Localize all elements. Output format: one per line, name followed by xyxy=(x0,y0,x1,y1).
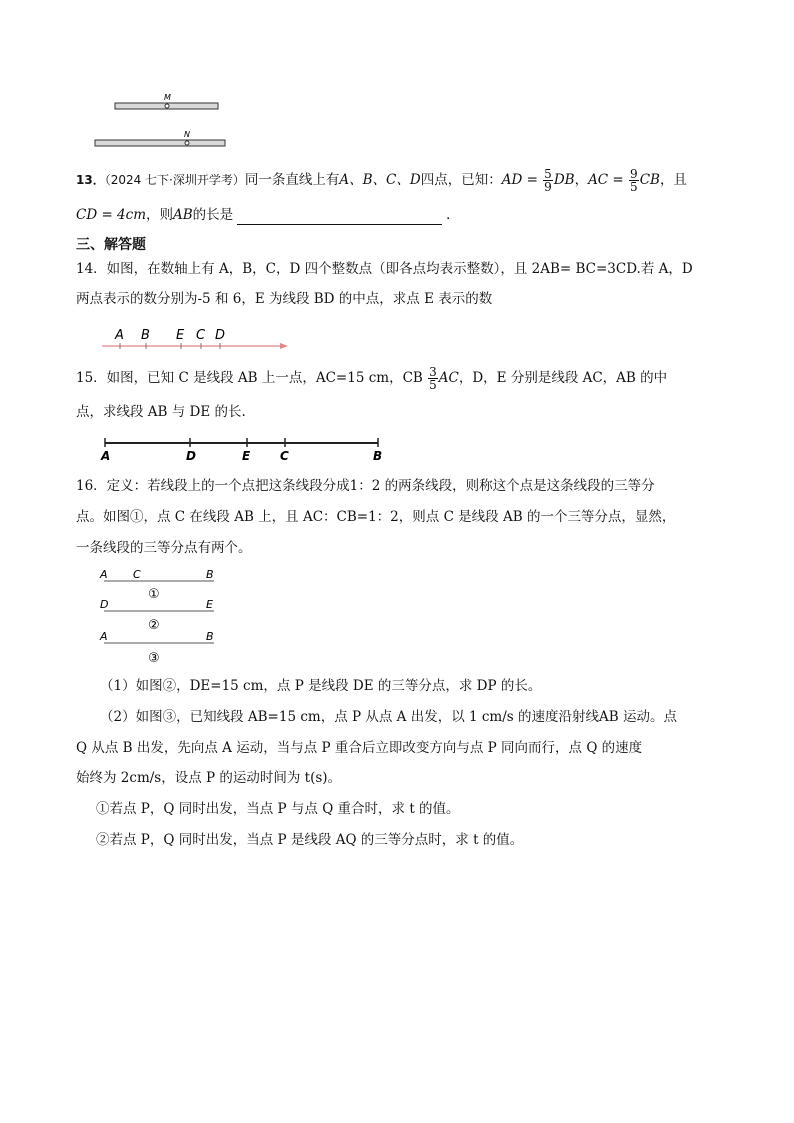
label-e: E xyxy=(242,449,251,463)
fig1-label-b: B xyxy=(206,568,214,581)
q13-text-b: 四点，已知： xyxy=(420,172,502,188)
q13-number: 13． xyxy=(76,173,105,187)
q13-eq2-right: CB xyxy=(639,172,660,188)
q15-text-b: ，D，E 分别是线段 AC，AB 的中 xyxy=(458,370,668,386)
q13-frac1-num: 5 xyxy=(544,167,552,181)
point-n xyxy=(185,141,189,145)
fig1-label-c: C xyxy=(133,568,141,581)
label-c: C xyxy=(280,449,289,463)
q13-fraction-1 xyxy=(543,168,553,193)
question-16-part1: （1）如图②，DE=15 cm，点 P 是线段 DE 的三等分点，求 DP 的长。 xyxy=(100,678,542,694)
question-14-line1: 14．如图，在数轴上有 A，B，C，D 四个整数点（即各点均表示整数），且 2AB= BC=3CD.若 A，D xyxy=(76,261,693,277)
q13-eq2-left: AC = xyxy=(588,172,629,188)
q13-comma: ， xyxy=(574,172,589,188)
label-a: A xyxy=(115,328,124,343)
q13-eq1-left: AD = xyxy=(501,172,543,188)
q13-source: （2024 七下·深圳开学考） xyxy=(104,173,245,187)
question-13-line1 xyxy=(76,168,687,193)
question-15-line1 xyxy=(76,366,667,391)
q13-fraction-2 xyxy=(629,168,639,193)
label-e: E xyxy=(176,328,185,343)
question-16-part2-line2: Q 从点 B 出发，先向点 A 运动，当与点 P 重合后立即改变方向与点 P 同向而行，点 Q 的速度 xyxy=(76,740,643,756)
label-a: A xyxy=(101,449,111,463)
q13-frac2-num: 9 xyxy=(630,167,638,181)
fig3-label-a: A xyxy=(100,630,108,643)
q13-text-a: 同一条直线上有 xyxy=(244,172,340,188)
label-b: B xyxy=(141,328,150,343)
q15-frac-num: 3 xyxy=(429,365,437,379)
q13-mid: ，则 xyxy=(146,207,173,223)
label-n: N xyxy=(184,130,190,139)
q13-text-c: ，且 xyxy=(659,172,687,188)
label-b: B xyxy=(373,449,383,463)
question-16-part2-line1: （2）如图③，已知线段 AB=15 cm，点 P 从点 A 出发，以 1 cm/s 的速度沿射线AB 运动。点 xyxy=(100,709,677,725)
question-16-line3: 一条线段的三等分点有两个。 xyxy=(76,540,252,556)
fig2-label-d: D xyxy=(100,598,109,611)
bars-figure xyxy=(90,88,230,148)
fig2-caption: ② xyxy=(148,618,160,633)
q15-frac-tail: AC xyxy=(438,370,459,386)
fig3-caption: ③ xyxy=(148,651,160,666)
q13-end: 的长是 xyxy=(192,207,234,223)
label-d: D xyxy=(215,328,226,343)
question-13-line2 xyxy=(76,205,460,225)
q13-points: A、B、C、D xyxy=(339,172,421,188)
q13-answer-blank[interactable] xyxy=(237,210,442,225)
question-15-line2: 点，求线段 AB 与 DE 的长. xyxy=(76,404,246,420)
bar-n xyxy=(95,140,225,146)
label-m: M xyxy=(164,93,171,102)
number-line-figure xyxy=(100,322,295,352)
question-16-line2: 点。如图①，点 C 在线段 AB 上，且 AC：CB=1：2，则点 C 是线段 AB 的一个三等分点，显然， xyxy=(76,509,676,525)
question-16-sub1: ①若点 P，Q 同时出发，当点 P 与点 Q 重合时，求 t 的值。 xyxy=(96,801,460,817)
question-14-line2: 两点表示的数分别为-5 和 6，E 为线段 BD 的中点，求点 E 表示的数 xyxy=(76,291,493,307)
q13-frac1-den: 9 xyxy=(544,180,552,194)
fig2-label-e: E xyxy=(206,598,213,611)
question-16-part2-line3: 始终为 2cm/s，设点 P 的运动时间为 t(s)。 xyxy=(76,770,342,786)
label-d: D xyxy=(186,449,196,463)
point-m xyxy=(165,104,169,108)
q13-period: ． xyxy=(446,207,460,223)
q13-ab: AB xyxy=(173,207,193,223)
q13-frac2-den: 5 xyxy=(630,180,638,194)
section-heading: 三、解答题 xyxy=(76,237,146,253)
number-line-arrow xyxy=(280,343,288,349)
question-16-line1: 16．定义：若线段上的一个点把这条线段分成1：2 的两条线段，则称这个点是这条线段的三等分 xyxy=(76,478,655,494)
q15-frac-den: 5 xyxy=(429,378,437,392)
label-c: C xyxy=(196,328,206,343)
segment-ab-figure xyxy=(100,436,390,464)
q13-cd: CD = 4cm xyxy=(76,207,146,223)
q15-fraction xyxy=(428,366,438,391)
q15-text-a: 15．如图，已知 C 是线段 AB 上一点，AC=15 cm，CB xyxy=(76,370,428,386)
q13-eq1-right: DB xyxy=(553,172,575,188)
trisection-figures xyxy=(96,566,226,666)
fig1-caption: ① xyxy=(148,587,160,602)
question-16-sub2: ②若点 P，Q 同时出发，当点 P 是线段 AQ 的三等分点时，求 t 的值。 xyxy=(96,832,524,848)
fig3-label-b: B xyxy=(206,630,214,643)
fig1-label-a: A xyxy=(100,568,108,581)
